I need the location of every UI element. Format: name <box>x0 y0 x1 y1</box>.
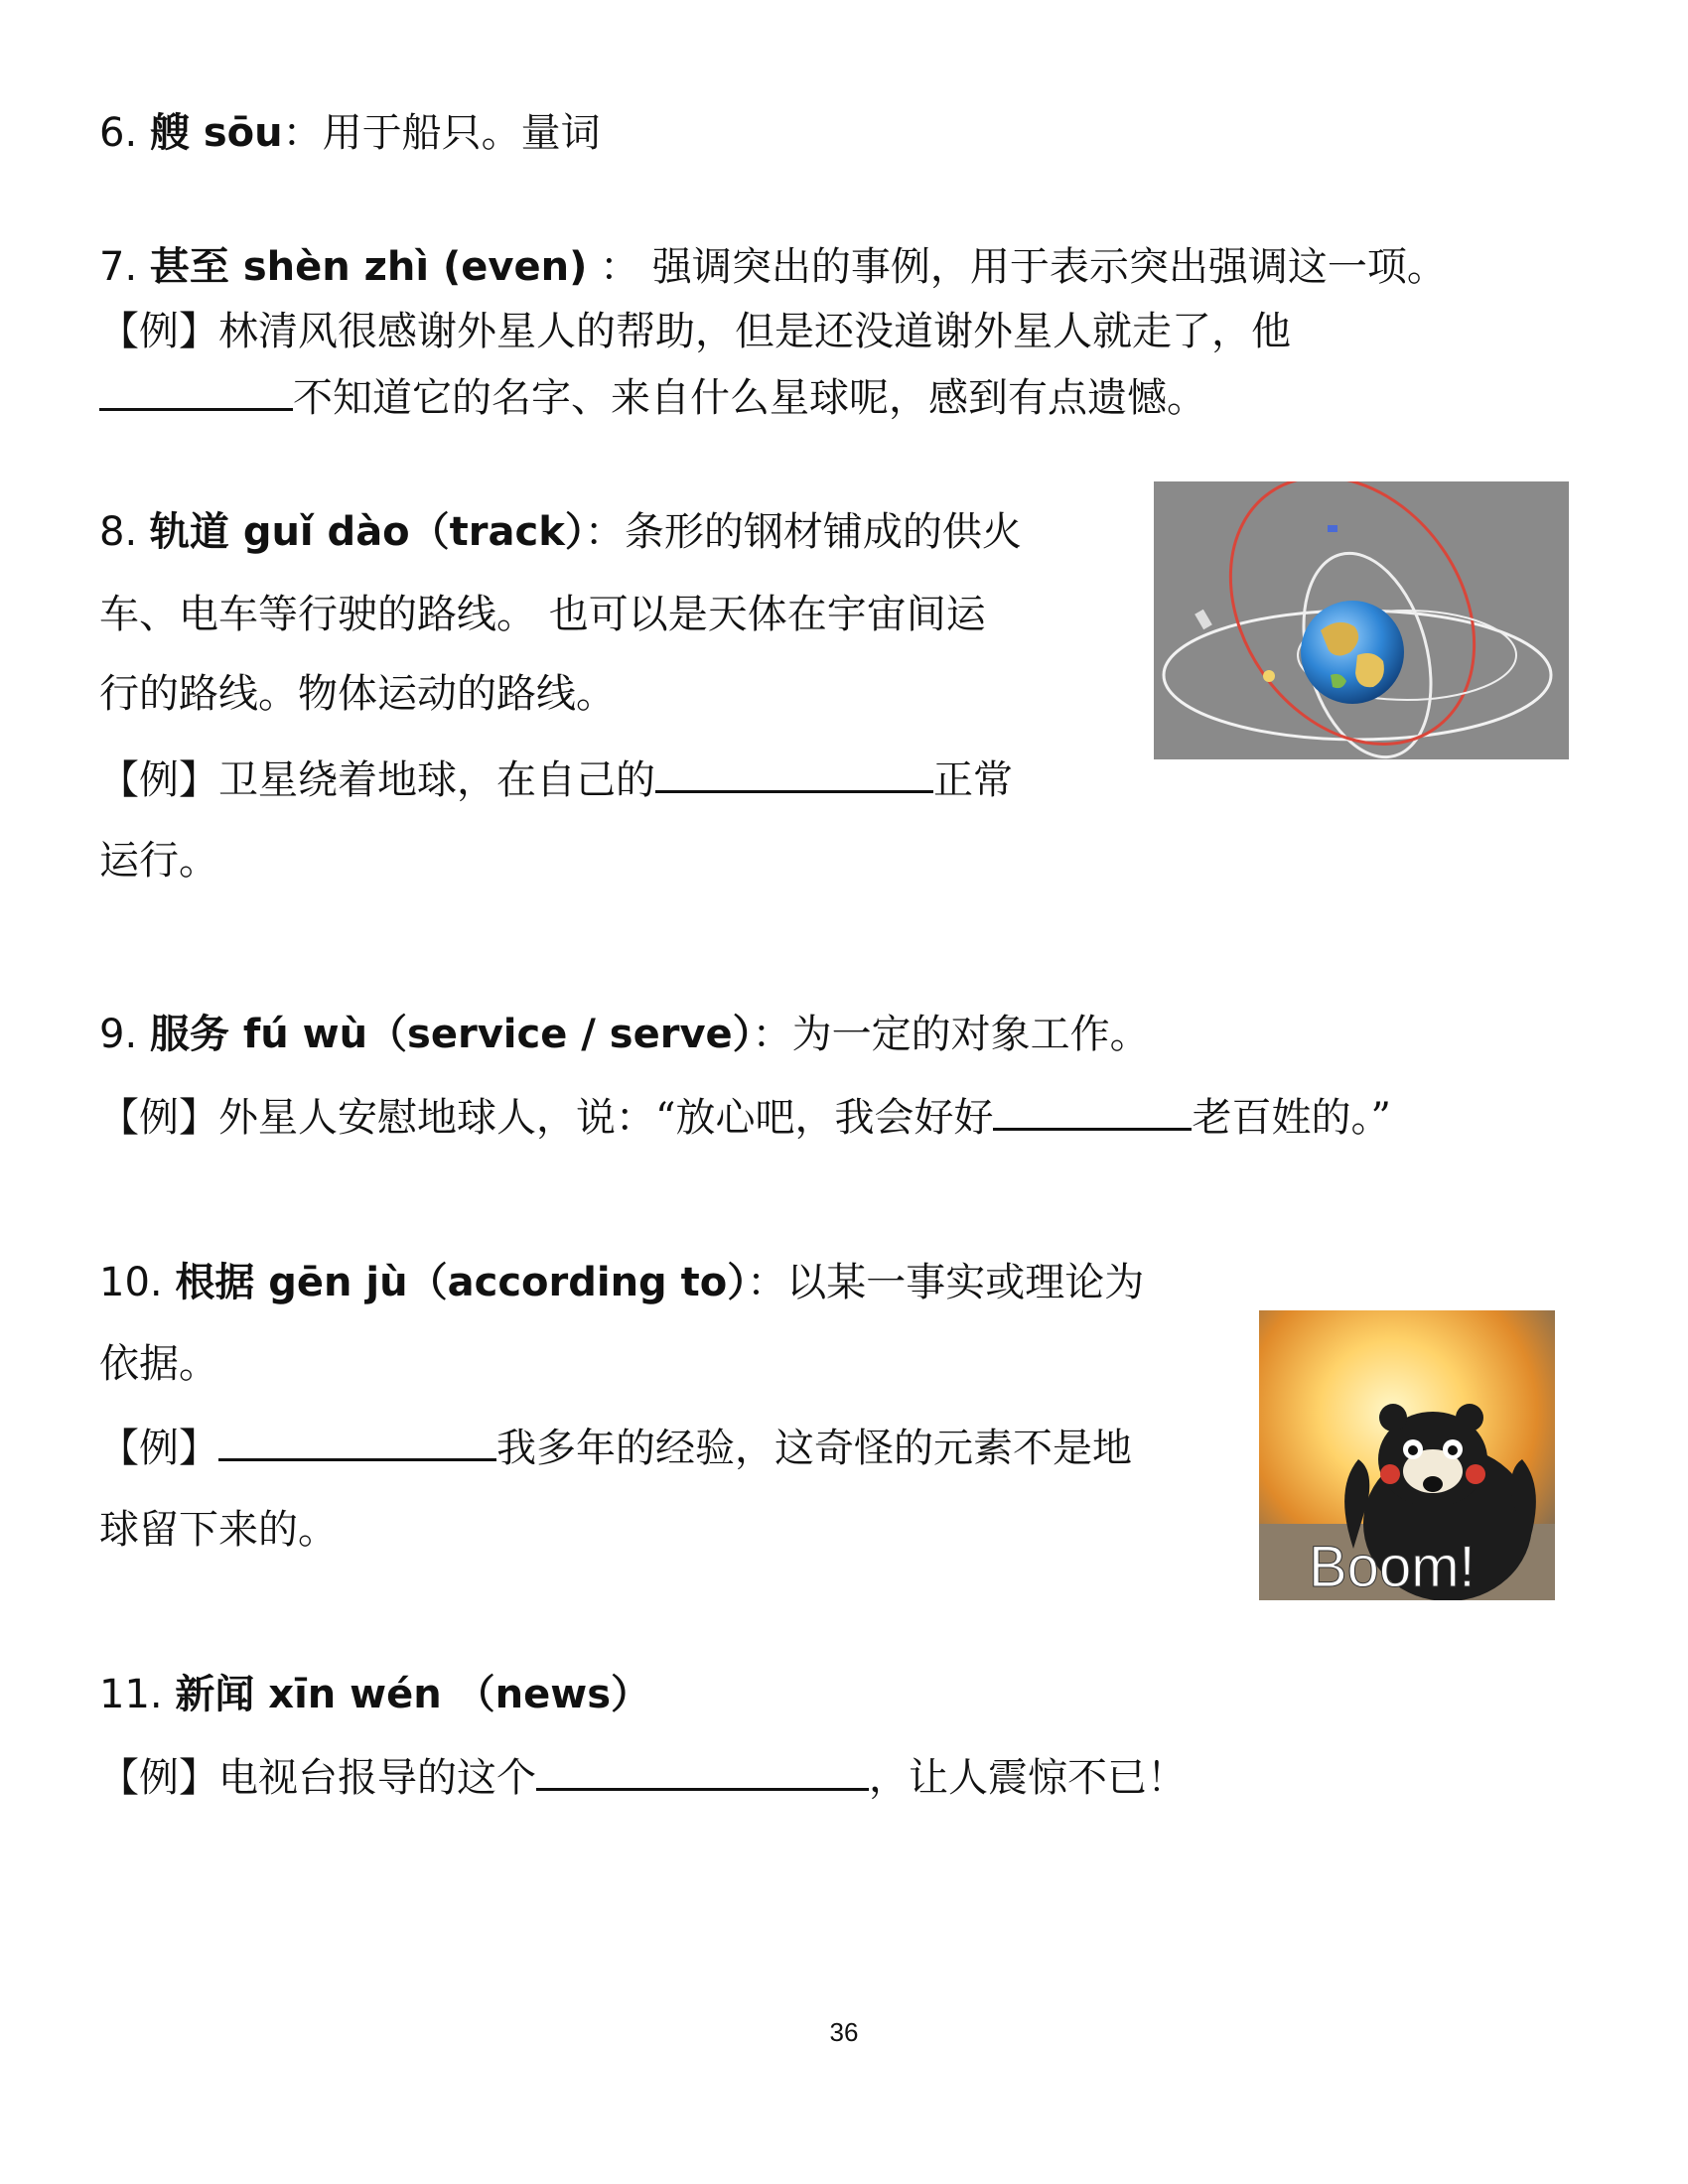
boom-illustration <box>1259 1310 1555 1600</box>
entry-definition: 强调突出的事例，用于表示突出强调这一项。 <box>651 244 1447 290</box>
entry-number: 10. <box>99 1260 163 1305</box>
example-prefix: 【例】 <box>99 1755 218 1801</box>
example-text: 我多年的经验，这奇怪的元素不是地 <box>496 1426 1132 1471</box>
example-prefix: 【例】 <box>99 309 218 354</box>
entry-definition: 用于船只。量词 <box>322 110 601 156</box>
entry-word: 新闻 xīn wén （news） <box>175 1672 651 1717</box>
entry-number: 6. <box>99 110 138 156</box>
fill-blank[interactable] <box>99 372 293 411</box>
entry-10-definition-cont <box>99 1340 218 1388</box>
entry-definition: 行的路线。物体运动的路线。 <box>99 671 616 717</box>
example-text: 电视台报导的这个 <box>218 1755 536 1801</box>
entry-8-heading <box>99 508 1022 556</box>
fill-blank[interactable] <box>536 1752 869 1791</box>
example-prefix: 【例】 <box>99 1426 218 1471</box>
entry-separator: ： <box>282 110 323 156</box>
entry-10-example <box>99 1423 1132 1472</box>
example-text: 林清风很感谢外星人的帮助，但是还没道谢外星人就走了，他 <box>218 309 1291 354</box>
example-text: 外星人安慰地球人，说：“放心吧，我会好好 <box>218 1095 994 1141</box>
entry-7-heading <box>99 243 1447 291</box>
entry-9-example <box>99 1092 1391 1142</box>
entry-separator: ： <box>752 1012 792 1057</box>
entry-6-heading <box>99 109 601 157</box>
entry-8-example-cont <box>99 837 218 885</box>
entry-definition: 条形的钢材铺成的供火 <box>624 509 1022 555</box>
entry-definition: 为一定的对象工作。 <box>791 1012 1150 1057</box>
example-text: 正常 <box>933 757 1013 803</box>
entry-number: 8. <box>99 509 138 555</box>
entry-definition: 车、电车等行驶的路线。 也可以是天体在宇宙间运 <box>99 592 986 637</box>
entry-definition: 依据。 <box>99 1341 218 1387</box>
entry-11-example <box>99 1752 1187 1802</box>
entry-word: 服务 fú wù（service / serve） <box>149 1012 753 1057</box>
example-text: 不知道它的名字、来自什么星球呢，感到有点遗憾。 <box>293 375 1206 421</box>
orbit-image <box>1154 481 1569 759</box>
earth-orbit-illustration <box>1154 481 1569 759</box>
entry-separator: ： <box>747 1260 787 1305</box>
example-text: 老百姓的。” <box>1192 1095 1391 1141</box>
entry-8-example <box>99 754 1013 804</box>
entry-7-example-cont <box>99 372 1206 422</box>
entry-separator: ： <box>600 244 640 290</box>
example-text: ，让人震惊不已！ <box>869 1755 1187 1801</box>
entry-7-example <box>99 308 1291 355</box>
entry-9-heading <box>99 1011 1150 1058</box>
entry-10-heading <box>99 1259 1144 1306</box>
entry-number: 11. <box>99 1672 163 1717</box>
example-prefix: 【例】 <box>99 1095 218 1141</box>
entry-10-example-cont <box>99 1506 338 1554</box>
example-text: 球留下来的。 <box>99 1507 338 1553</box>
entry-number: 9. <box>99 1012 138 1057</box>
fill-blank[interactable] <box>993 1092 1192 1131</box>
entry-word: 艘 sōu <box>149 110 283 156</box>
boom-text: Boom! <box>1309 1535 1476 1599</box>
fill-blank[interactable] <box>218 1423 496 1461</box>
entry-11-heading <box>99 1671 650 1718</box>
entry-word: 轨道 guǐ dào（track） <box>149 509 585 555</box>
entry-word: 甚至 shèn zhì (even) <box>149 244 588 290</box>
entry-number: 7. <box>99 244 138 290</box>
fill-blank[interactable] <box>655 754 933 793</box>
entry-separator: ： <box>584 509 625 555</box>
example-text: 卫星绕着地球，在自己的 <box>218 757 655 803</box>
entry-definition: 以某一事实或理论为 <box>786 1260 1145 1305</box>
example-prefix: 【例】 <box>99 757 218 803</box>
entry-8-definition-cont <box>99 591 986 638</box>
entry-8-definition-cont <box>99 670 616 718</box>
boom-meme-image <box>1259 1310 1555 1600</box>
entry-word: 根据 gēn jù（according to） <box>175 1260 748 1305</box>
example-text: 运行。 <box>99 838 218 884</box>
page-number: 36 <box>829 2017 859 2047</box>
